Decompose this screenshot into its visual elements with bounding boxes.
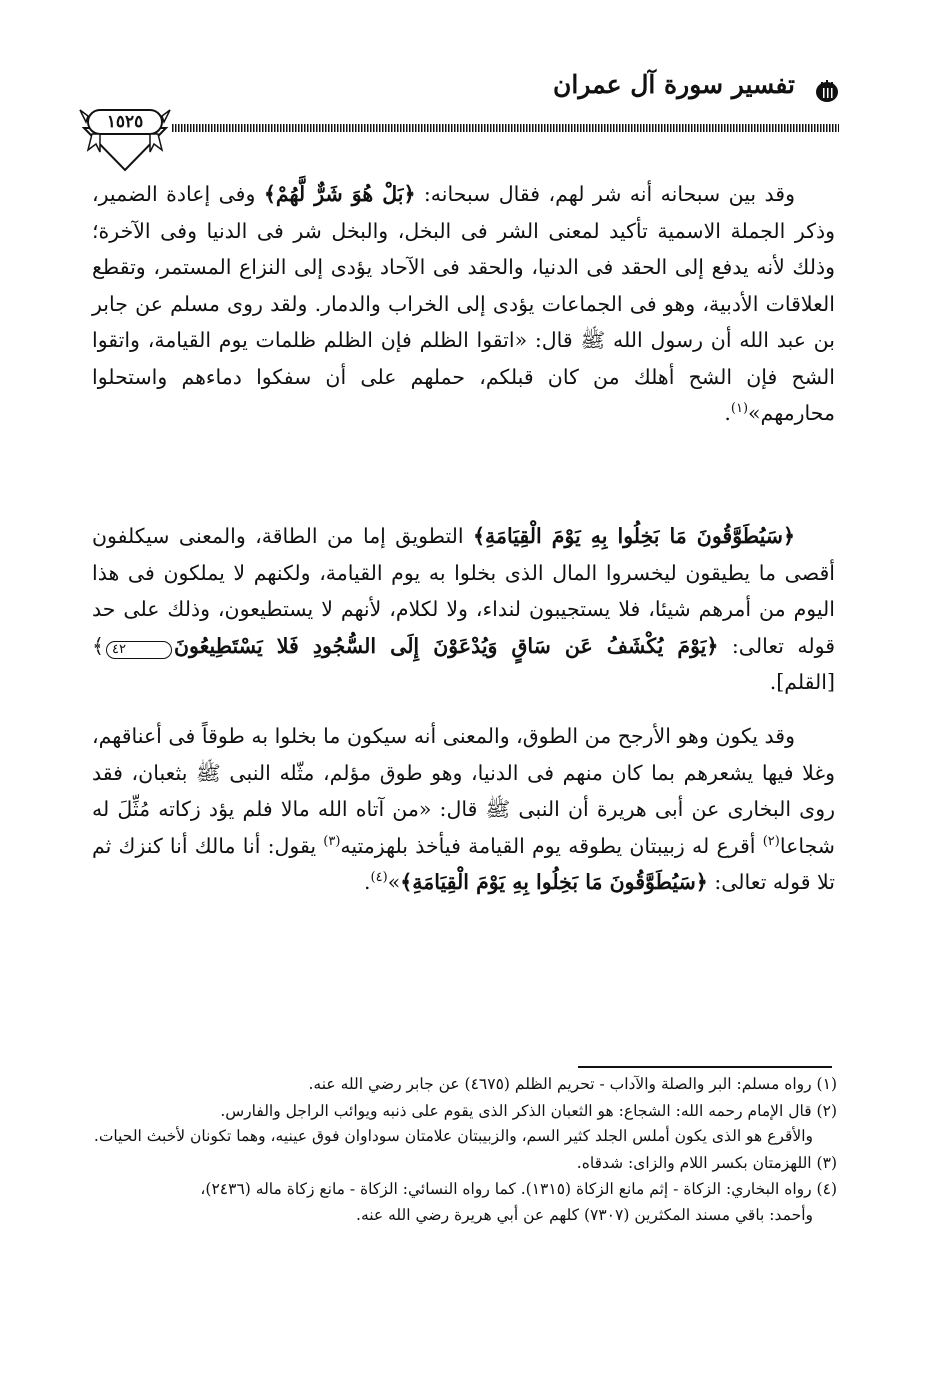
footnote-continuation: والأقرع هو الذى يكون أملس الجلد كثير السم، والزبيبتان علامتان سوداوان فوق عينيه، وهما تكونان لأخبث الحيات. <box>93 1127 813 1145</box>
footnote-number: (٣) <box>816 1153 837 1172</box>
footnote-number: (٢) <box>816 1101 837 1120</box>
running-header-title: تفسير سورة آل عمران <box>553 70 795 99</box>
footnote-ref: (١) <box>730 401 749 417</box>
quran-quote: ﴿سَيُطَوَّقُونَ مَا بَخِلُوا بِهِ يَوْمَ الْقِيَامَةِ﴾ <box>473 524 796 548</box>
footnote-text: قال الإمام رحمه الله: الشجاع: هو الثعبان الذكر الذى يقوم على ذنبه ويوائب الراجل والفارس. <box>220 1101 812 1120</box>
body-text: أقرع له زبيبتان يطوقه يوم القيامة فيأخذ بلهزمتيه <box>340 833 763 858</box>
footnote-1 <box>92 1072 837 1098</box>
body-text: . <box>364 870 371 894</box>
footnote-continuation: وأحمد: باقي مسند المكثرين (٧٣٠٧) كلهم عن أبي هريرة رضي الله عنه. <box>356 1205 813 1224</box>
footnote-2 <box>92 1099 837 1150</box>
ayah-number-marker: ٤٢ <box>106 641 172 659</box>
body-text: » <box>387 870 401 894</box>
footnotes <box>92 1072 837 1229</box>
footnote-ref: (٣) <box>323 833 341 849</box>
footnote-text: رواه مسلم: البر والصلة والآداب - تحريم الظلم (٤٦٧٥) عن جابر رضي الله عنه. <box>308 1075 812 1093</box>
body-text: يقول: أنا مالك أنا كنزك ثم تلا قوله تعالى: <box>92 833 835 894</box>
body-text: التطويق إما من الطاقة، والمعنى سيكلفون أقصى ما يطيقون ليخسروا المال الذى بخلوا به يوم القيامة، ولكنهم لا يملكون فى هذا اليوم من أمرهم شيئا، فلا يستجيبون لنداء، ولا لكلام، لأنهم لا يستطيعون، وذلك على حد قوله تعالى: <box>92 524 835 658</box>
page-number: ١٥٢٥ <box>106 112 144 132</box>
paragraph-3 <box>92 718 835 901</box>
footnote-text: رواه البخاري: الزكاة - إثم مانع الزكاة (١٣١٥). كما رواه النسائي: الزكاة - مانع زكاة ماله (٢٤٣٦)، <box>200 1180 812 1198</box>
quran-quote: ﴿يَوْمَ يُكْشَفُ عَن سَاقٍ وَيُدْعَوْنَ إِلَى السُّجُودِ فَلا يَسْتَطِيعُونَ <box>173 633 719 658</box>
footnote-ref: (٢) <box>762 833 780 849</box>
paragraph-2 <box>92 518 835 701</box>
quran-quote: ﴿سَيُطَوَّقُونَ مَا بَخِلُوا بِهِ يَوْمَ الْقِيَامَةِ﴾ <box>400 870 708 894</box>
footnote-text: اللهزمتان بكسر اللام والزاى: شدقاه. <box>576 1153 812 1172</box>
body-text: . <box>724 401 731 425</box>
quran-quote: ﴿بَلْ هُوَ شَرٌّ لَّهُمْ﴾ <box>263 182 416 206</box>
header-ornament-icon <box>813 78 841 104</box>
footnote-4 <box>92 1177 837 1228</box>
body-text: ﴾ [القلم]. <box>92 633 835 694</box>
footnote-number: (٤) <box>816 1180 837 1198</box>
body-text: وقد يكون وهو الأرجح من الطوق، والمعنى أنه سيكون ما بخلوا به طوقاً فى أعناقهم، وغلا فيها يشعرهم بما كان منهم فى الدنيا، وهو طوق مؤلم، مثّله النبى ﷺ بثعبان، فقد روى البخارى عن أبى هريرة أن النبى ﷺ قال: «من آتاه الله مالا فلم يؤد زكاته مُثِّلَ له شجاعا <box>92 724 835 858</box>
header-rule <box>172 124 839 132</box>
body-text: وفى إعادة الضمير، وذكر الجملة الاسمية تأكيد لمعنى الشر فى البخل، والبخل شر فى الدنيا وفى الآخرة؛ وذلك لأنه يدفع إلى الحقد فى الدنيا، والحقد فى الآحاد يؤدى إلى النزاع المستمر، وتقطع العلاقات الأدبية، وهو فى الجماعات يؤدى إلى الخراب والدمار. ولقد روى مسلم عن جابر بن عبد الله أن رسول الله ﷺ قال: «اتقوا الظلم فإن الظلم ظلمات يوم القيامة، واتقوا الشح فإن الشح أهلك من كان قبلكم، حملهم على أن سفكوا دماءهم واستحلوا محارمهم» <box>92 182 835 425</box>
footnote-ref: (٤) <box>370 870 388 886</box>
body-text: وقد بين سبحانه أنه شر لهم، فقال سبحانه: <box>415 182 795 206</box>
footnote-separator <box>578 1066 832 1068</box>
footnote-number: (١) <box>816 1075 837 1093</box>
footnote-3 <box>92 1151 837 1177</box>
paragraph-1 <box>92 176 835 432</box>
